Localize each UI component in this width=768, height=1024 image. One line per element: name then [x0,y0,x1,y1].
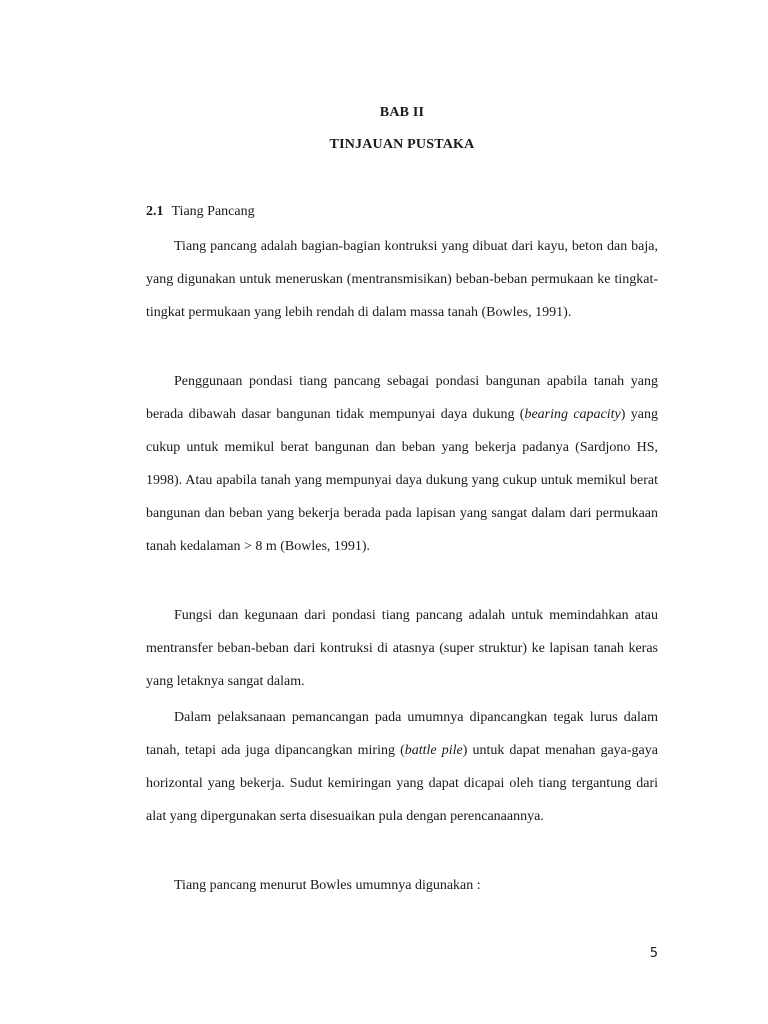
chapter-title: TINJAUAN PUSTAKA [329,137,475,152]
chapter-number: BAB II [379,105,425,120]
paragraph-4-text-a: Dalam pelaksanaan pemancangan pada umumnya dipancangkan tegak lurus dalam tanah, tetapi ada juga dipancangkan miring ( [146,710,658,758]
paragraph-1: Tiang pancang adalah bagian-bagian kontruksi yang dibuat dari kayu, beton dan baja, yang digunakan untuk meneruskan (mentransmisikan) beban-beban permukaan ke tingkat-tingkat permukaan yang lebih rendah di dalam massa tanah (Bowles, 1991). [146,239,658,320]
paragraph-2-italic-term: bearing capacity [524,407,621,422]
paragraph-2-text-a: Penggunaan pondasi tiang pancang sebagai pondasi bangunan apabila tanah yang berada dibawah dasar bangunan tidak mempunyai daya dukung ( [146,374,658,422]
section-heading [146,204,255,220]
paragraph-5: Tiang pancang menurut Bowles umumnya digunakan : [174,878,481,893]
section-title: Tiang Pancang [171,204,255,219]
paragraph-2 [146,365,658,563]
paragraph-4 [146,701,658,833]
paragraph-2-text-b: ) yang cukup untuk memikul berat bangunan dan beban yang bekerja padanya (Sardjono HS, 1998). Atau apabila tanah yang mempunyai daya dukung yang cukup untuk memikul berat bangunan dan beban yang bekerja berada pada lapisan yang sangat dalam dari permukaan tanah kedalaman > 8 m (Bowles, 1991). [146,407,658,554]
section-number: 2.1 [146,204,164,219]
paragraph-4-italic-term: battle pile [404,743,463,758]
paragraph-3: Fungsi dan kegunaan dari pondasi tiang pancang adalah untuk memindahkan atau mentransfer beban-beban dari kontruksi di atasnya (super struktur) ke lapisan tanah keras yang letaknya sangat dalam. [146,608,658,689]
page-number: 5 [649,946,658,961]
paragraph-4-text-b: ) untuk dapat menahan gaya-gaya horizontal yang bekerja. Sudut kemiringan yang dapat dicapai oleh tiang tergantung dari alat yang dipergunakan serta disesuaikan pula dengan perencanaannya. [146,743,658,824]
